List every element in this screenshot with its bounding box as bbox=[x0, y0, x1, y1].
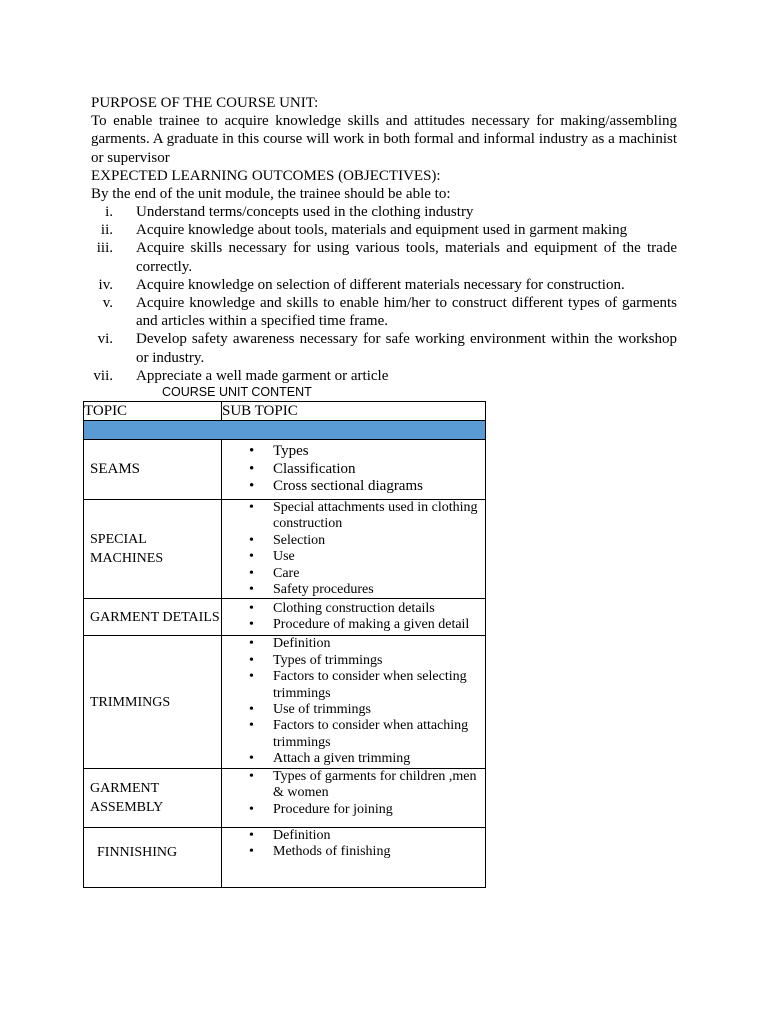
list-number: iv. bbox=[98, 276, 113, 293]
topic-cell: SEAMS bbox=[84, 440, 222, 500]
subtopic-item: • Care bbox=[273, 566, 485, 582]
list-text: Appreciate a well made garment or article bbox=[136, 367, 389, 384]
table-row bbox=[84, 440, 486, 500]
outcomes-list bbox=[91, 203, 677, 385]
header-subtopic: SUB TOPIC bbox=[222, 402, 486, 421]
subtopic-item: • Special attachments used in clothing construction bbox=[273, 500, 485, 533]
subtopic-item: • Definition bbox=[273, 828, 485, 844]
subtopic-item: • Selection bbox=[273, 533, 485, 549]
list-item bbox=[91, 203, 677, 221]
content-title: COURSE UNIT CONTENT bbox=[162, 385, 312, 399]
list-text: Acquire skills necessary for using various tools, materials and equipment of the trade correctly. bbox=[136, 240, 677, 275]
list-text: Understand terms/concepts used in the clothing industry bbox=[136, 204, 474, 220]
subtopic-cell bbox=[222, 827, 486, 887]
subtopic-item: • Methods of finishing bbox=[273, 844, 485, 860]
subtopic-item: • Factors to consider when attaching trimmings bbox=[273, 718, 485, 751]
table-row bbox=[84, 827, 486, 887]
list-item bbox=[91, 367, 677, 385]
list-number: ii. bbox=[100, 222, 113, 239]
list-item bbox=[91, 330, 677, 366]
subtopic-cell bbox=[222, 599, 486, 636]
topic-cell: TRIMMINGS bbox=[84, 636, 222, 768]
table-band-row bbox=[84, 421, 486, 440]
list-number: vii. bbox=[93, 367, 113, 384]
subtopic-item: • Procedure of making a given detail bbox=[273, 617, 485, 633]
list-text: Acquire knowledge about tools, materials and equipment used in garment making bbox=[136, 222, 628, 239]
list-number: i. bbox=[105, 204, 113, 220]
list-item bbox=[91, 276, 677, 294]
list-number: vi. bbox=[97, 331, 113, 348]
subtopic-item: • Clothing construction details bbox=[273, 601, 485, 617]
table-row bbox=[84, 599, 486, 636]
subtopic-item: • Classification bbox=[273, 461, 485, 479]
purpose-paragraph bbox=[91, 112, 677, 167]
subtopic-cell bbox=[222, 636, 486, 768]
topic-cell: FINNISHING bbox=[84, 827, 222, 887]
list-item bbox=[91, 294, 677, 330]
blue-band bbox=[84, 421, 486, 440]
list-item bbox=[91, 239, 677, 275]
header-topic: TOPIC bbox=[84, 402, 222, 421]
subtopic-item: • Safety procedures bbox=[273, 582, 485, 598]
subtopic-item: • Factors to consider when selecting trimmings bbox=[273, 669, 485, 702]
list-item bbox=[91, 221, 677, 239]
table-header-row bbox=[84, 402, 486, 421]
subtopic-cell bbox=[222, 768, 486, 827]
subtopic-item: • Procedure for joining bbox=[273, 802, 485, 818]
subtopic-item: • Types of trimmings bbox=[273, 653, 485, 669]
subtopic-cell bbox=[222, 500, 486, 599]
topic-cell: SPECIAL MACHINES bbox=[84, 500, 222, 599]
subtopic-item: • Attach a given trimming bbox=[273, 751, 485, 767]
table-row bbox=[84, 768, 486, 827]
subtopic-item: • Types of garments for children ,men & women bbox=[273, 769, 485, 802]
list-text: Develop safety awareness necessary for safe working environment within the workshop or industry. bbox=[136, 331, 677, 366]
list-number: v. bbox=[102, 295, 113, 312]
subtopic-item: • Types bbox=[273, 443, 485, 461]
table-row bbox=[84, 500, 486, 599]
topic-cell: GARMENT DETAILS bbox=[84, 599, 222, 636]
list-text: Acquire knowledge and skills to enable him/her to construct different types of garments and articles within a specified time frame. bbox=[136, 295, 677, 330]
table-row bbox=[84, 636, 486, 768]
subtopic-item: • Cross sectional diagrams bbox=[273, 478, 485, 496]
list-text: Acquire knowledge on selection of different materials necessary for construction. bbox=[136, 276, 625, 293]
subtopic-cell bbox=[222, 440, 486, 500]
outcomes-intro: By the end of the unit module, the trainee should be able to: bbox=[91, 186, 451, 202]
subtopic-item: • Definition bbox=[273, 636, 485, 652]
subtopic-item: • Use bbox=[273, 549, 485, 565]
purpose-heading: PURPOSE OF THE COURSE UNIT: bbox=[91, 95, 319, 111]
course-content-table bbox=[83, 401, 486, 888]
topic-cell: GARMENT ASSEMBLY bbox=[84, 768, 222, 827]
outcomes-heading: EXPECTED LEARNING OUTCOMES (OBJECTIVES): bbox=[91, 168, 441, 184]
subtopic-item: • Use of trimmings bbox=[273, 702, 485, 718]
purpose-text: To enable trainee to acquire knowledge skills and attitudes necessary for making/assembling garments. A graduate in this course will work in both formal and informal industry as a machinist or supervisor bbox=[91, 113, 677, 166]
list-number: iii. bbox=[96, 240, 113, 257]
